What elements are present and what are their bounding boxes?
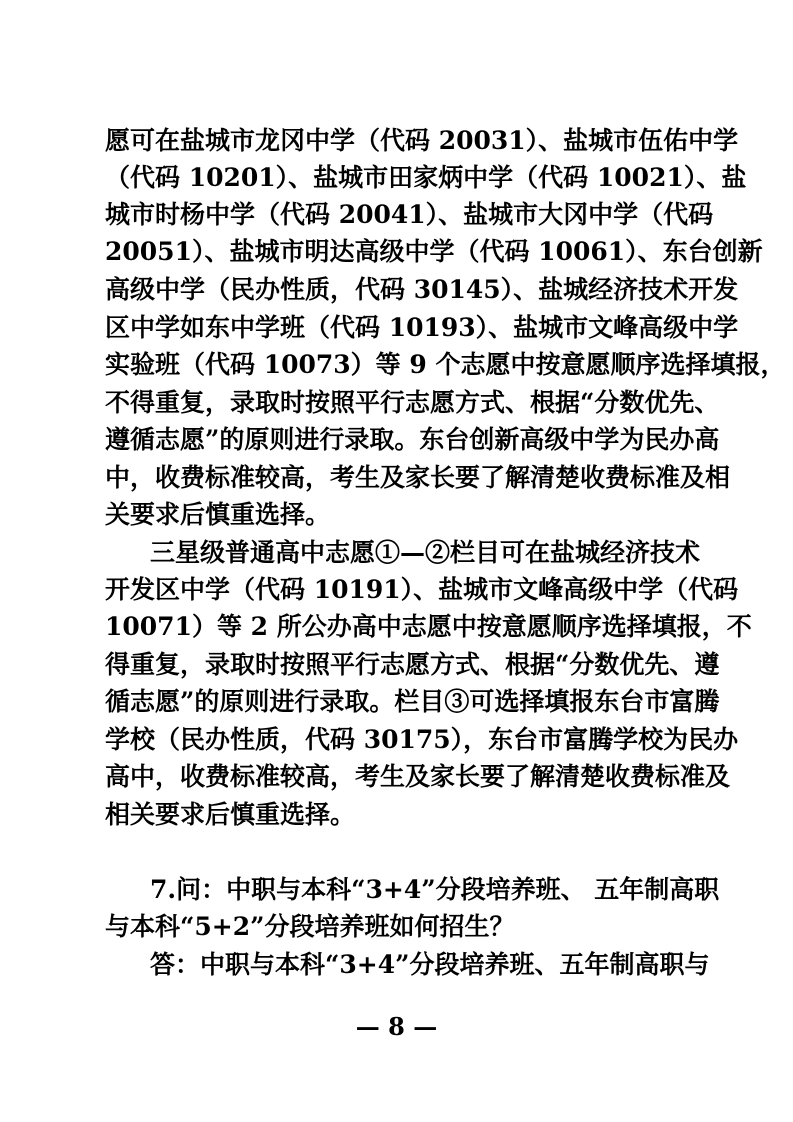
text-line: 实验班（代码 10073）等 9 个志愿中按意愿顺序选择填报， xyxy=(105,350,786,379)
text-line: 关要求后慎重选择。 xyxy=(105,500,331,529)
question-line: 与本科“5+2”分段培养班如何招生？ xyxy=(105,912,515,941)
text-line: 开发区中学（代码 10191）、盐城市文峰高级中学（代码 xyxy=(105,575,739,604)
text-line: （代码 10201）、盐城市田家炳中学（代码 10021）、盐 xyxy=(105,163,747,192)
text-line: 遵循志愿”的原则进行录取。东台创新高级中学为民办高 xyxy=(105,425,720,454)
text-line: 愿可在盐城市龙冈中学（代码 20031）、盐城市伍佑中学 xyxy=(105,126,739,155)
text-line: 区中学如东中学班（代码 10193）、盐城市文峰高级中学 xyxy=(105,313,739,342)
text-line: 学校（民办性质，代码 30175），东台市富腾学校为民办 xyxy=(105,725,739,754)
text-line: 高中，收费标准较高，考生及家长要了解清楚收费标准及 xyxy=(105,762,731,791)
text-line: 相关要求后慎重选择。 xyxy=(105,800,356,829)
text-line: 循志愿”的原则进行录取。栏目③可选择填报东台市富腾 xyxy=(105,687,720,716)
question-line: 7.问：中职与本科“3+4”分段培养班、 五年制高职 xyxy=(150,875,720,904)
text-line: 三星级普通高中志愿①—②栏目可在盐城经济技术 xyxy=(150,538,701,567)
text-line: 20051）、盐城市明达高级中学（代码 10061）、东台创新 xyxy=(105,237,763,266)
text-line: 城市时杨中学（代码 20041）、盐城市大冈中学（代码 xyxy=(105,200,714,229)
text-line: 不得重复，录取时按照平行志愿方式、根据“分数优先、 xyxy=(105,388,720,417)
text-line: 10071）等 2 所公办高中志愿中按意愿顺序选择填报，不 xyxy=(105,612,752,641)
text-line: 高级中学（民办性质，代码 30145）、盐城经济技术开发 xyxy=(105,275,739,304)
text-line: 中，收费标准较高，考生及家长要了解清楚收费标准及相 xyxy=(105,463,731,492)
answer-line: 答：中职与本科“3+4”分段培养班、五年制高职与 xyxy=(150,950,710,979)
text-line: 得重复，录取时按照平行志愿方式、根据“分数优先、遵 xyxy=(105,650,720,679)
page-number: — 8 — xyxy=(355,1012,438,1041)
